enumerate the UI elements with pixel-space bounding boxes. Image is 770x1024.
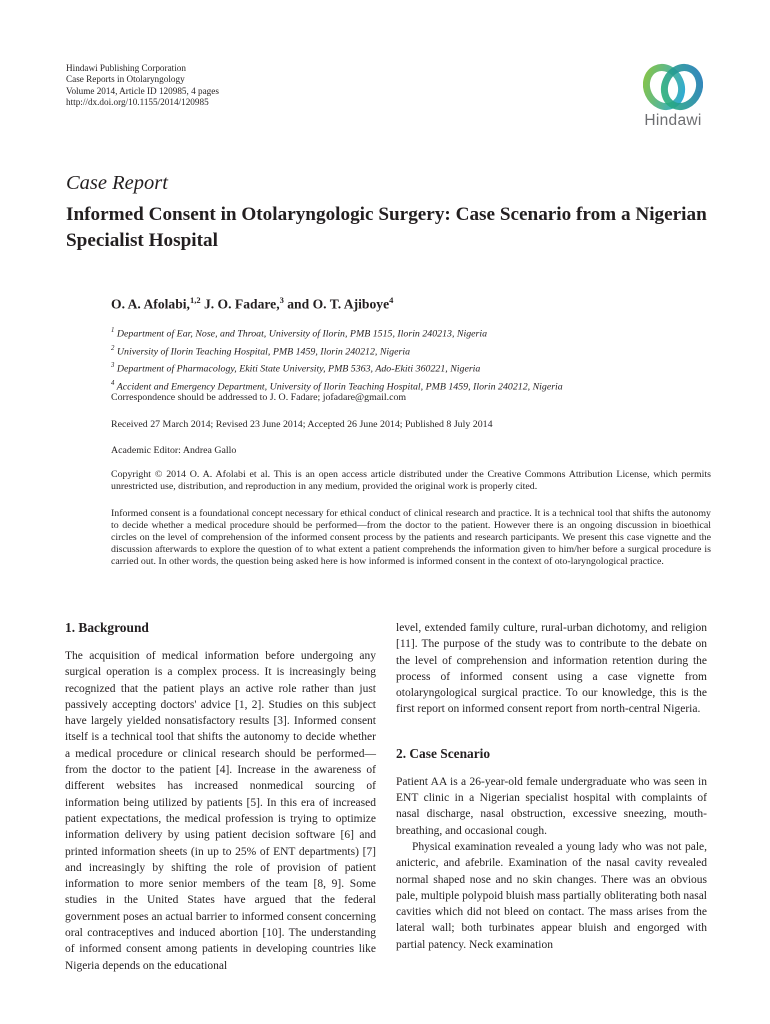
affiliation-number: 4 <box>111 379 115 387</box>
affiliation-text: University of Ilorin Teaching Hospital, PMB 1459, Ilorin 240212, Nigeria <box>114 345 411 357</box>
affiliations <box>111 324 563 394</box>
affiliation-text: Department of Ear, Nose, and Throat, University of Ilorin, PMB 1515, Ilorin 240213, Nigeria <box>114 328 488 340</box>
correspondence: Correspondence should be addressed to J. O. Fadare; jofadare@gmail.com <box>111 392 407 403</box>
affiliation-number: 3 <box>111 362 115 370</box>
copyright-notice: Copyright © 2014 O. A. Afolabi et al. This is an open access article distributed under the Creative Commons Attribution License, which permits unrestricted use, distribution, and reproduction in any medium, provided the original work is properly cited. <box>111 469 711 492</box>
article-type: Case Report <box>66 172 168 194</box>
hindawi-logo <box>634 61 712 133</box>
right-column <box>396 620 707 953</box>
hindawi-logo-text: Hindawi <box>644 112 702 129</box>
left-column <box>65 620 376 974</box>
journal-meta <box>66 63 219 109</box>
case-paragraph: Patient AA is a 26-year-old female undergraduate who was seen in ENT clinic in a Nigerian specialist hospital with complaints of nasal discharge, nasal obstruction, excessive sneezing, mouth-breathing, and occasional cough. <box>396 775 707 837</box>
affiliation-number: 2 <box>111 344 115 352</box>
author-name: J. O. Fadare, <box>200 296 280 312</box>
hindawi-logo-icon <box>643 61 703 113</box>
case-paragraph: Physical examination revealed a young lady who was not pale, anicteric, and afebrile. Examination of the nasal cavity revealed normal shaped nose and no skin changes. There was an obvious pale, multiple polypoid bluish mass partially obliterating both nasal cavities which did not bleed on contact. The mass arises from the lateral wall; both turbinates appear bluish and engorged with partial patency. Neck examination <box>396 840 707 951</box>
publisher: Hindawi Publishing Corporation <box>66 63 186 73</box>
affiliation <box>111 342 563 360</box>
author-affil-ref: 4 <box>389 295 394 305</box>
article-title: Informed Consent in Otolaryngologic Surgery: Case Scenario from a Nigerian Specialist Hospital <box>66 204 707 251</box>
affiliation-text: Accident and Emergency Department, University of Ilorin Teaching Hospital, PMB 1459, Ilorin 240212, Nigeria <box>114 381 563 393</box>
affiliation <box>111 359 563 377</box>
author-name: O. A. Afolabi, <box>111 296 190 312</box>
author-affil-ref: 3 <box>279 295 284 305</box>
academic-editor: Academic Editor: Andrea Gallo <box>111 445 237 456</box>
journal-name: Case Reports in Otolaryngology <box>66 74 185 85</box>
author-list <box>111 295 393 313</box>
section-heading-background: 1. Background <box>65 620 149 635</box>
background-paragraph-continued: level, extended family culture, rural-urban dichotomy, and religion [11]. The purpose of the study was to contribute to the debate on the level of comprehension and information retention during the process of informed consent using a case vignette from otolaryngological surgical practice. To our knowledge, this is the first report on informed consent report from north-central Nigeria. <box>396 622 707 716</box>
background-paragraph: The acquisition of medical information before undergoing any surgical operation is a complex process. It is increasingly being recognized that the patient plays an active role rather than just passively accepting doctors' advice [1, 2]. Studies on this subject have largely yielded nonsatisfactory results [3]. Informed consent itself is a technical tool that shifts the autonomy to decide whether a medical procedure or clinical research should be performed—from the doctor to the patient [4]. Increase in the awareness of different websites has increased nonmedical sourcing of information being utilized by patients [5]. In this era of increased patient expectations, the medical profession is trying to optimize information delivery by using patient decision software [6] and printed information sheets (in up to 25% of ENT departments) [7] and increasingly by shifting the role of provision of patient information to more senior members of the team [8, 9]. Some studies in the United States have argued that the federal government poses an actual barrier to informed consent concerning oral contraceptives and induced abortion [10]. The understanding of informed consent among patients in developing countries like Nigeria depends on the educational <box>65 650 376 972</box>
affiliation-text: Department of Pharmacology, Ekiti State University, PMB 5363, Ado-Ekiti 360221, Nigeria <box>114 363 481 375</box>
abstract: Informed consent is a foundational concept necessary for ethical conduct of clinical research and practice. It is a technical tool that shifts the autonomy to decide whether a medical procedure should be performed—from the doctor to the patient. However there is an ongoing discussion in bioethical circles on the level of comprehension of the informed consent process by the patients and research participants. We present this case vignette and the discussion afterwards to explore the question of to what extent a patient comprehends the information given to him/her before a surgical procedure is carried out. In other words, the question being asked here is how informed is informed consent in the context of oto-laryngological practice. <box>111 508 711 567</box>
doi-link[interactable]: http://dx.doi.org/10.1155/2014/120985 <box>66 97 209 108</box>
affiliation-number: 1 <box>111 327 115 334</box>
volume-info: Volume 2014, Article ID 120985, 4 pages <box>66 85 219 96</box>
section-heading-case-scenario: 2. Case Scenario <box>396 745 491 761</box>
author-name: and O. T. Ajiboye <box>283 296 390 312</box>
author-affil-ref: 1,2 <box>189 295 201 305</box>
publication-dates: Received 27 March 2014; Revised 23 June 2014; Accepted 26 June 2014; Published 8 July 2014 <box>111 419 493 430</box>
affiliation <box>111 324 563 342</box>
